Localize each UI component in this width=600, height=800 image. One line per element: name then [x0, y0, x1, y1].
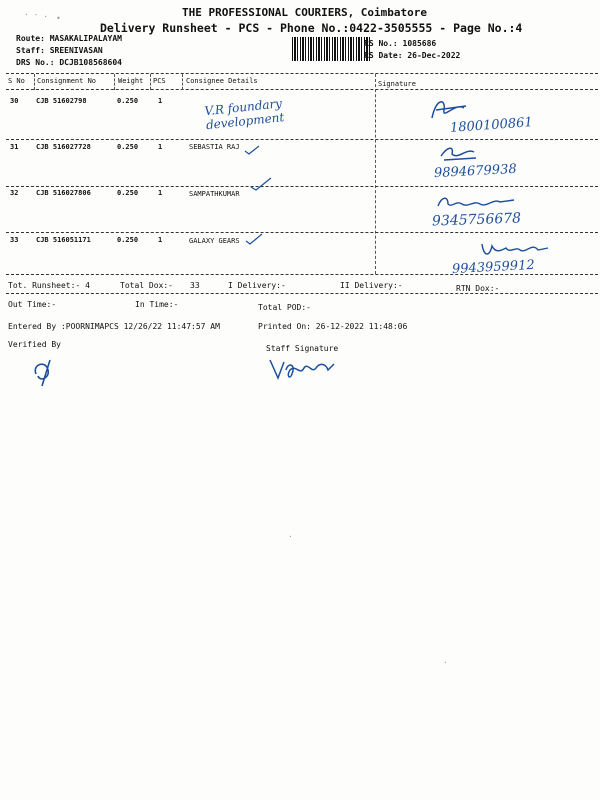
printed-on: Printed On: 26-12-2022 11:48:06	[258, 322, 408, 331]
table-header-rule	[6, 89, 598, 90]
row-sno: 30	[10, 97, 19, 105]
barcode-image	[292, 37, 370, 61]
in-time: In Time:-	[135, 300, 179, 309]
handwritten-phone: 1800100861	[449, 115, 534, 136]
rs-number: RS No.: 1085686	[364, 39, 437, 48]
total-dox-value: 33	[190, 281, 200, 290]
col-consignment: Consignment No	[37, 77, 97, 85]
row-pcs: 1	[158, 143, 163, 151]
handwritten-phone: 9345756678	[431, 210, 522, 230]
row-rule	[6, 139, 598, 140]
total-pod: Total POD:-	[258, 303, 311, 312]
row-consignee: SAMPATHKUMAR	[189, 190, 240, 198]
drs-number: DRS No.: DCJB108568604	[16, 58, 122, 67]
tick-mark	[245, 230, 263, 249]
row-sno: 31	[10, 143, 19, 151]
row-consignee: SEBASTIA RAJ	[189, 143, 240, 151]
rs-date: RS Date: 26-Dec-2022	[364, 51, 461, 60]
totals-rule	[6, 293, 598, 294]
row-pcs: 1	[158, 236, 163, 244]
verified-by: Verified By	[8, 340, 61, 349]
row-pcs: 1	[158, 97, 163, 105]
row-consignment: CJB 516027806	[36, 189, 91, 197]
company-title: THE PROFESSIONAL COURIERS, Coimbatore	[182, 6, 428, 19]
col-weight: Weight	[118, 77, 144, 85]
staff-signature-label: Staff Signature	[266, 344, 339, 353]
rtn-dox: RTN Dox:-	[456, 284, 500, 293]
tot-runsheet: Tot. Runsheet:- 4	[8, 281, 90, 290]
row-rule	[6, 186, 598, 187]
handwritten-phone: 9943959912	[451, 257, 536, 278]
tick-mark	[250, 176, 272, 195]
row-weight: 0.250	[117, 189, 139, 197]
col-sno: S No	[8, 77, 25, 85]
row-consignment: CJB 516051171	[36, 236, 91, 244]
row-weight: 0.250	[117, 236, 139, 244]
ii-delivery: II Delivery:-	[340, 281, 403, 290]
runsheet-subtitle: Delivery Runsheet - PCS - Phone No.:0422-3505555 - Page No.:4	[100, 21, 523, 35]
row-rule	[6, 232, 598, 233]
total-dox-label: Total Dox:-	[120, 281, 173, 290]
entered-by: Entered By :POORNIMAPCS 12/26/22 11:47:57 AM	[8, 322, 220, 331]
out-time: Out Time:-	[8, 300, 57, 309]
route-label: Route: MASAKALIPALAYAM	[16, 34, 122, 43]
col-pcs: PCS	[153, 77, 166, 85]
handwritten-phone: 9894679938	[433, 161, 518, 182]
row-sno: 33	[10, 236, 19, 244]
tick-mark	[244, 140, 260, 159]
handwritten-consignee: V.R foundary development	[203, 96, 285, 133]
row-consignee: GALAXY GEARS	[189, 237, 240, 245]
row-sno: 32	[10, 189, 19, 197]
row-pcs: 1	[158, 189, 163, 197]
col-signature: Signature	[378, 80, 416, 88]
i-delivery: I Delivery:-	[228, 281, 286, 290]
col-consignee: Consignee Details	[186, 77, 258, 85]
row-weight: 0.250	[117, 143, 139, 151]
staff-signature	[268, 354, 338, 388]
row-consignment: CJB 516027728	[36, 143, 91, 151]
table-top-rule	[6, 73, 598, 74]
row-weight: 0.250	[117, 97, 139, 105]
row-rule	[6, 274, 598, 275]
verifier-signature	[30, 356, 60, 392]
staff-label: Staff: SREENIVASAN	[16, 46, 103, 55]
row-consignment: CJB 51602798	[36, 97, 87, 105]
